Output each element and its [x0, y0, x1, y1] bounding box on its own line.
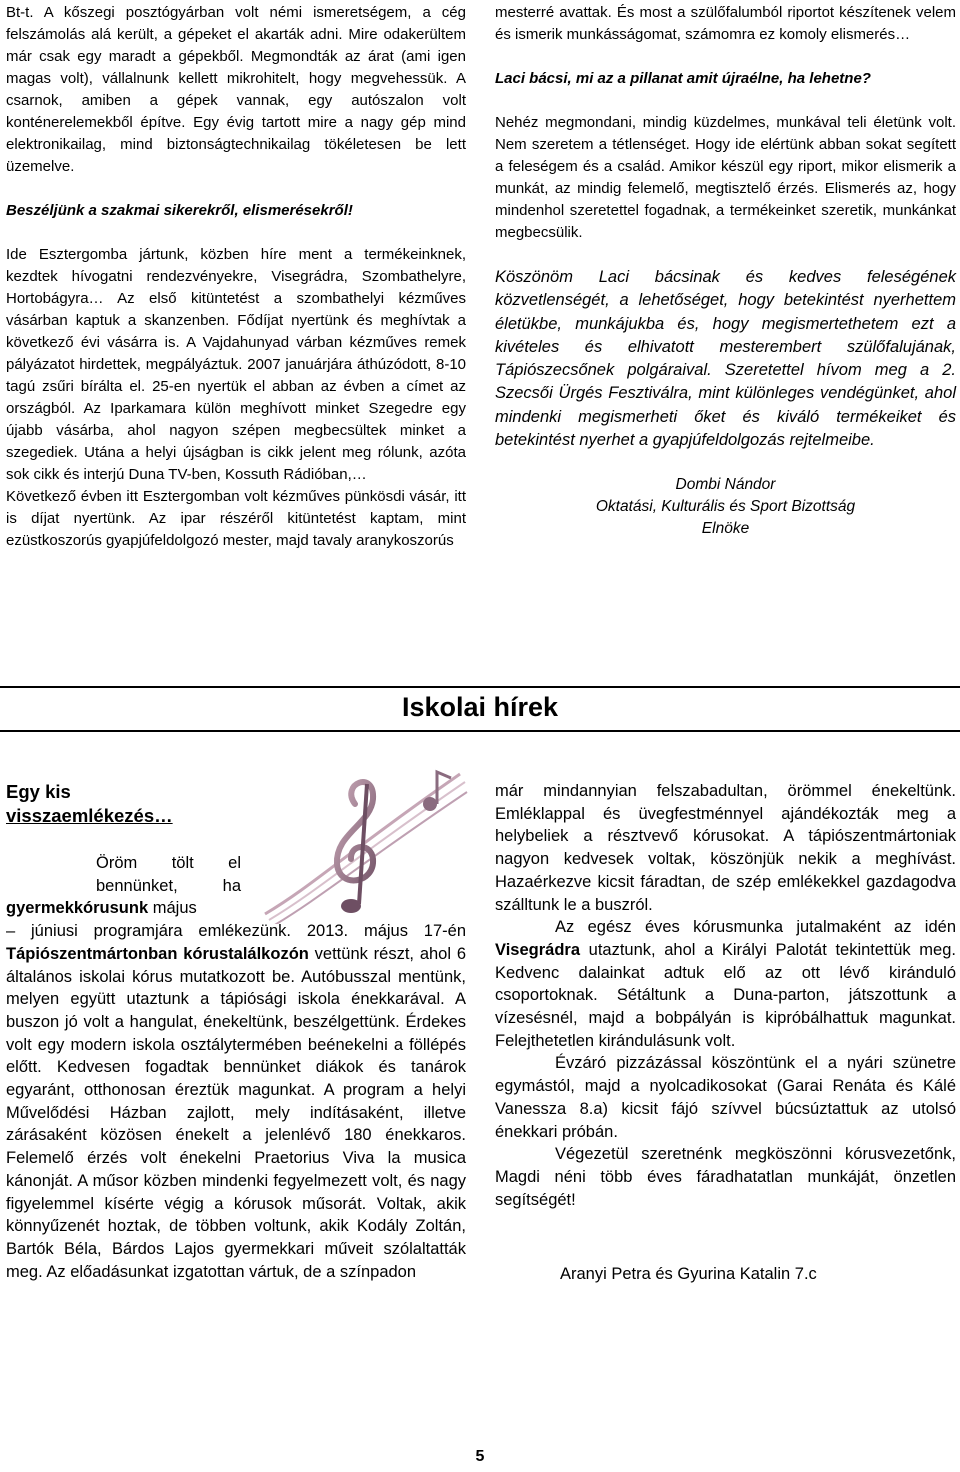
interview-paragraph: Következő évben itt Esztergomban volt kézműves pünkösdi vásár, itt is díjat nyertünk. Az ipar részéről kitüntetést kaptam, mint ezüstkoszorús gyapjúfeldolgozó mester, majd tavaly aranykoszorús	[6, 488, 466, 549]
interview-paragraph: Nehéz megmondani, mindig küzdelmes, munkával teli életünk volt. Nem szeretem a tétlenséget. Hogy ide elértünk abban sokat segített a feleségem és a család. Amikor készül egy riport, mikor elismerik a munkát, az mindig felemelő, megtisztelő érzés. Elismerés az, hogy mindenhol szeretettel fogadnak, a termékeinket szeretik, munkánkat megbecsülik.	[495, 114, 956, 241]
article-paragraph: már mindannyian felszabadultan, örömmel énekeltünk. Emléklappal és üvegfestménnyel ajándékozták meg a helybeliek a résztvevő kórusokat. A tápiószentmártoniak nagyon kedvesek voltak, köszönjük nekik a meghívást. Hazaérkezve kicsit fáradtan, de szép emlékekkel gazdagodva szálltunk le a buszról.	[495, 782, 956, 914]
paragraph-bold: Visegrádra	[495, 940, 580, 959]
article-paragraph: Végezetül szeretnénk megköszönni kórusvezetőnk, Magdi néni több éves fáradhatatlan munkáját, önzetlen segítségét!	[495, 1145, 956, 1209]
interview-paragraph: mesterré avattak. És most a szülőfalumból riportot készítenek velem és ismerik munkásságomat, számomra ez komoly elismerés…	[495, 4, 956, 43]
article-opening-bold	[6, 897, 241, 920]
choir-name: gyermekkórusunk	[6, 899, 149, 918]
interview-question: Laci bácsi, mi az a pillanat amit újraélne, ha lehetne?	[495, 70, 871, 87]
article-paragraph: Évzáró pizzázással köszöntünk el a nyári szünetre egymástól, majd a nyolcadikosokat (Garai Renáta és Kálé Vanessza 8.a) kicsit fájó szívvel búcsúztattuk az utolsó énekkari próbán.	[495, 1054, 956, 1141]
article-author: Aranyi Petra és Gyurina Katalin 7.c	[560, 1265, 817, 1283]
signature-role: Oktatási, Kulturális és Sport Bizottság	[595, 498, 856, 516]
paragraph-text: vettünk részt, ahol 6 általános iskolai kórus mutatkozott be. Autóbusszal mentünk, melyen együtt utaztunk a tápiósági iskola énekkarával. A buszon jó volt a hangulat, énekeltünk, beszélgettünk. Érdekes volt egy modern iskola osztálytermében beénekelni a föllépés előtt. Kedvesen fogadtak bennünket diákok és tanárok egyaránt, otthonosan éreztük magunkat. A program a helyi Művelődési Házban zajlott, mely indításaként, illetve zárásaként közösen énekelt a jelenlévő 180 énekkaros. Felemelő érzés volt énekelni Praetorius Viva la musica kánonját. A műsor közben mindenki fegyelmezett volt, és nagy figyelemmel kísérte végig a kórusok műsorát. Voltak, akik könnyűzenét hoztak, de többen voltunk, akik Kodály Zoltán, Bartók Béla, Bárdos Lajos gyermekkari műveit szólaltatták meg. Az előadásunkat izgatottan vártuk, de a színpadon	[6, 944, 466, 1281]
thanks-paragraph: Köszönöm Laci bácsinak és kedves feleségének közvetlenségét, a lehetőséget, hogy betekintést nyerhettem életükbe, munkájukba és, hogy megismertethetem ezt a kivételes és elhivatott mesterembert szülőfalujának, Tápiószecsőnek polgáraival. Szeretettel hívom meg a 2. Szecsői Ürgés Fesztiválra, mint különleges vendégünket, ahol mindenki megismerheti őket és kiváló termékeiket és betekintést nyerhet a gyapjúfeldolgozás rejtelmeibe.	[495, 268, 956, 450]
article-title	[6, 780, 466, 828]
page-number: 5	[475, 1448, 485, 1465]
opening-text: Öröm tölt el bennünket, ha	[96, 854, 241, 895]
interview-column-right	[495, 2, 956, 540]
signature-name: Dombi Nándor	[675, 476, 776, 494]
signature-title: Elnöke	[701, 520, 750, 538]
article-opening	[6, 852, 241, 897]
section-rule-bottom	[0, 730, 960, 732]
paragraph-text: Az egész éves kórusmunka jutalmaként az idén	[555, 918, 956, 937]
section-title: Iskolai hírek	[401, 692, 559, 722]
article-column-right	[495, 780, 956, 1211]
opening-text-end: május	[152, 899, 197, 918]
interview-paragraph: Bt-t. A kőszegi posztógyárban volt némi ismeretségem, a cég felszámolás alá került, a gépeket el akarták adni. Mire odakerültem már csak egy maradt a gépekből. Megmondták az árat (ami igen magas volt), vállalnunk kellett mikrohitelt, hogy megvehessük. A csarnok, amiben a gépek vannak, egy autószalon volt konténerelemekből építve. Egy évig tartott mire a nagy gép mind elektronikailag, mind biztonságtechnikailag tökéletesen be lett üzemelve.	[6, 4, 466, 175]
paragraph-bold: Tápiószentmártonban kórustalálkozón	[6, 944, 309, 963]
paragraph-text: utaztunk, ahol a Királyi Palotát tekintettük meg. Kedvenc dalainkat adtuk elő az ott lévő kiránduló csoportoknak. Sétáltunk a Duna-parton, játszottunk a vízesésnél, majd a bobpályán is kipróbálhattuk magunkat. Felejthetetlen kirándulásunk volt.	[495, 940, 956, 1050]
paragraph-text: – júniusi programjára emlékezünk. 2013. május 17-én	[6, 922, 466, 941]
interview-column-left	[6, 2, 466, 552]
article-paragraph	[6, 920, 466, 1283]
article-paragraph	[495, 916, 956, 1052]
interview-paragraph: Ide Esztergomba jártunk, közben híre ment a termékeinknek, kezdtek hívogatni rendezvényekre, Visegrádra, Szombathelyre, Hortobágyra… Az első kitüntetést a szombathelyi kézműves vásárban kaptuk a skanzenben. Fődíjat nyertünk és meghívtak a következő évi vásárra is. A Vajdahunyad várban kézműves remek pályázatot hirdettek, megpályáztuk. 2007 januárjára áthúzódott, 8-10 tagú zsűri bírálta el. 25-en nyertük el abban az évben a címet az országból. Az Iparkamara külön meghívott minket Szegedre egy újabb vásárba, ahol nagyon szépen megbecsültek minket a szegediek. Utána a helyi újságban is cikk jelent meg rólunk, azóta sok cikk és interjú Duna TV-ben, Kossuth Rádióban,…	[6, 246, 466, 483]
article-title-line1: Egy kis	[6, 781, 71, 802]
article-column-left	[6, 780, 466, 1283]
interview-question: Beszéljünk a szakmai sikerekről, elismerésekről!	[6, 202, 353, 219]
article-title-line2: visszaemlékezés…	[6, 805, 173, 826]
section-rule-top	[0, 686, 960, 688]
